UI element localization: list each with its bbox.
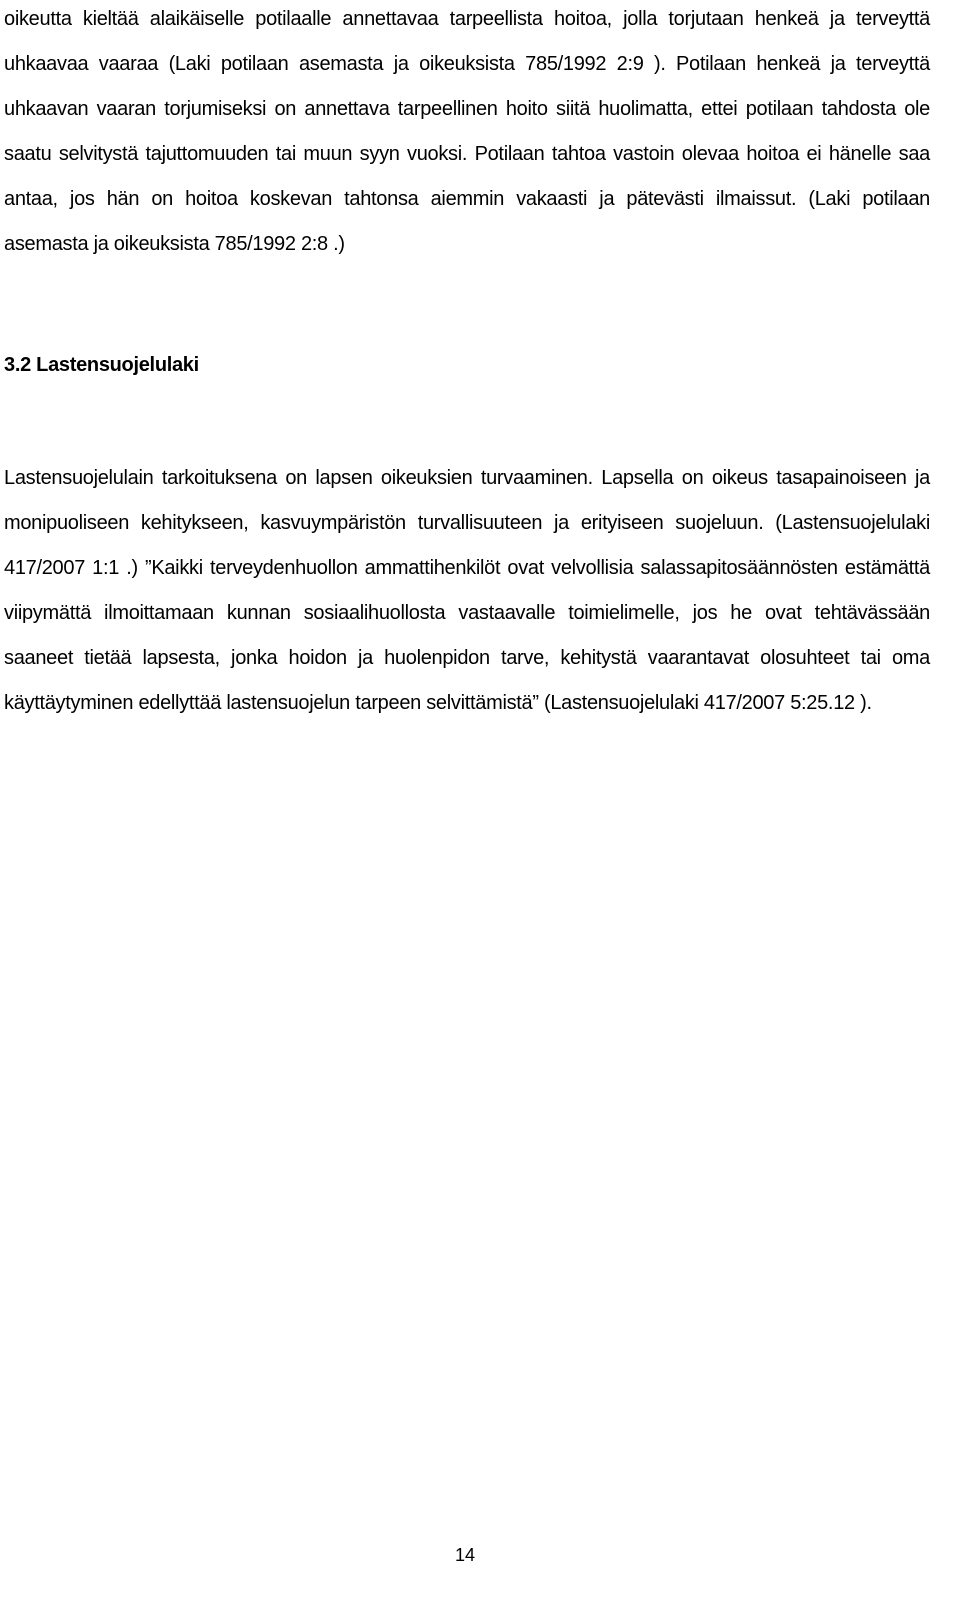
body-paragraph-child-welfare: Lastensuojelulain tarkoituksena on lapsen oikeuksien turvaaminen. Lapsella on oikeus tasapainoiseen ja monipuoliseen kehitykseen, kasvuympäristön turvallisuuteen ja erityiseen suojeluun. (Lastensuojelulaki 417/2007 1:1 .) ”Kaikki terveydenhuollon ammattihenkilöt ovat velvollisia salassapitosäännösten estämättä viipymättä ilmoittamaan kunnan sosiaalihuollosta vastaavalle toimielimelle, jos he ovat tehtävässään saaneet tietää lapsesta, jonka hoidon ja huolenpidon tarve, kehitystä vaarantavat olosuhteet tai oma käyttäytyminen edellyttää lastensuojelun tarpeen selvittämistä” (Lastensuojelulaki 417/2007 5:25.12 ). — [4, 467, 930, 714]
body-paragraph-patient-rights: oikeutta kieltää alaikäiselle potilaalle annettavaa tarpeellista hoitoa, jolla torjutaan henkeä ja terveyttä uhkaavaa vaaraa (Laki potilaan asemasta ja oikeuksista 785/1992 2:9 ). Potilaan henkeä ja terveyttä uhkaavan vaaran torjumiseksi on annettava tarpeellinen hoito siitä huolimatta, ettei potilaan tahdosta ole saatu selvitystä tajuttomuuden tai muun syyn vuoksi. Potilaan tahtoa vastoin olevaa hoitoa ei hänelle saa antaa, jos hän on hoitoa koskevan tahtonsa aiemmin vakaasti ja pätevästi ilmaissut. (Laki potilaan asemasta ja oikeuksista 785/1992 2:8 .) — [4, 8, 930, 255]
section-heading: 3.2 Lastensuojelulaki — [4, 354, 199, 376]
page-number: 14 — [454, 1545, 476, 1565]
